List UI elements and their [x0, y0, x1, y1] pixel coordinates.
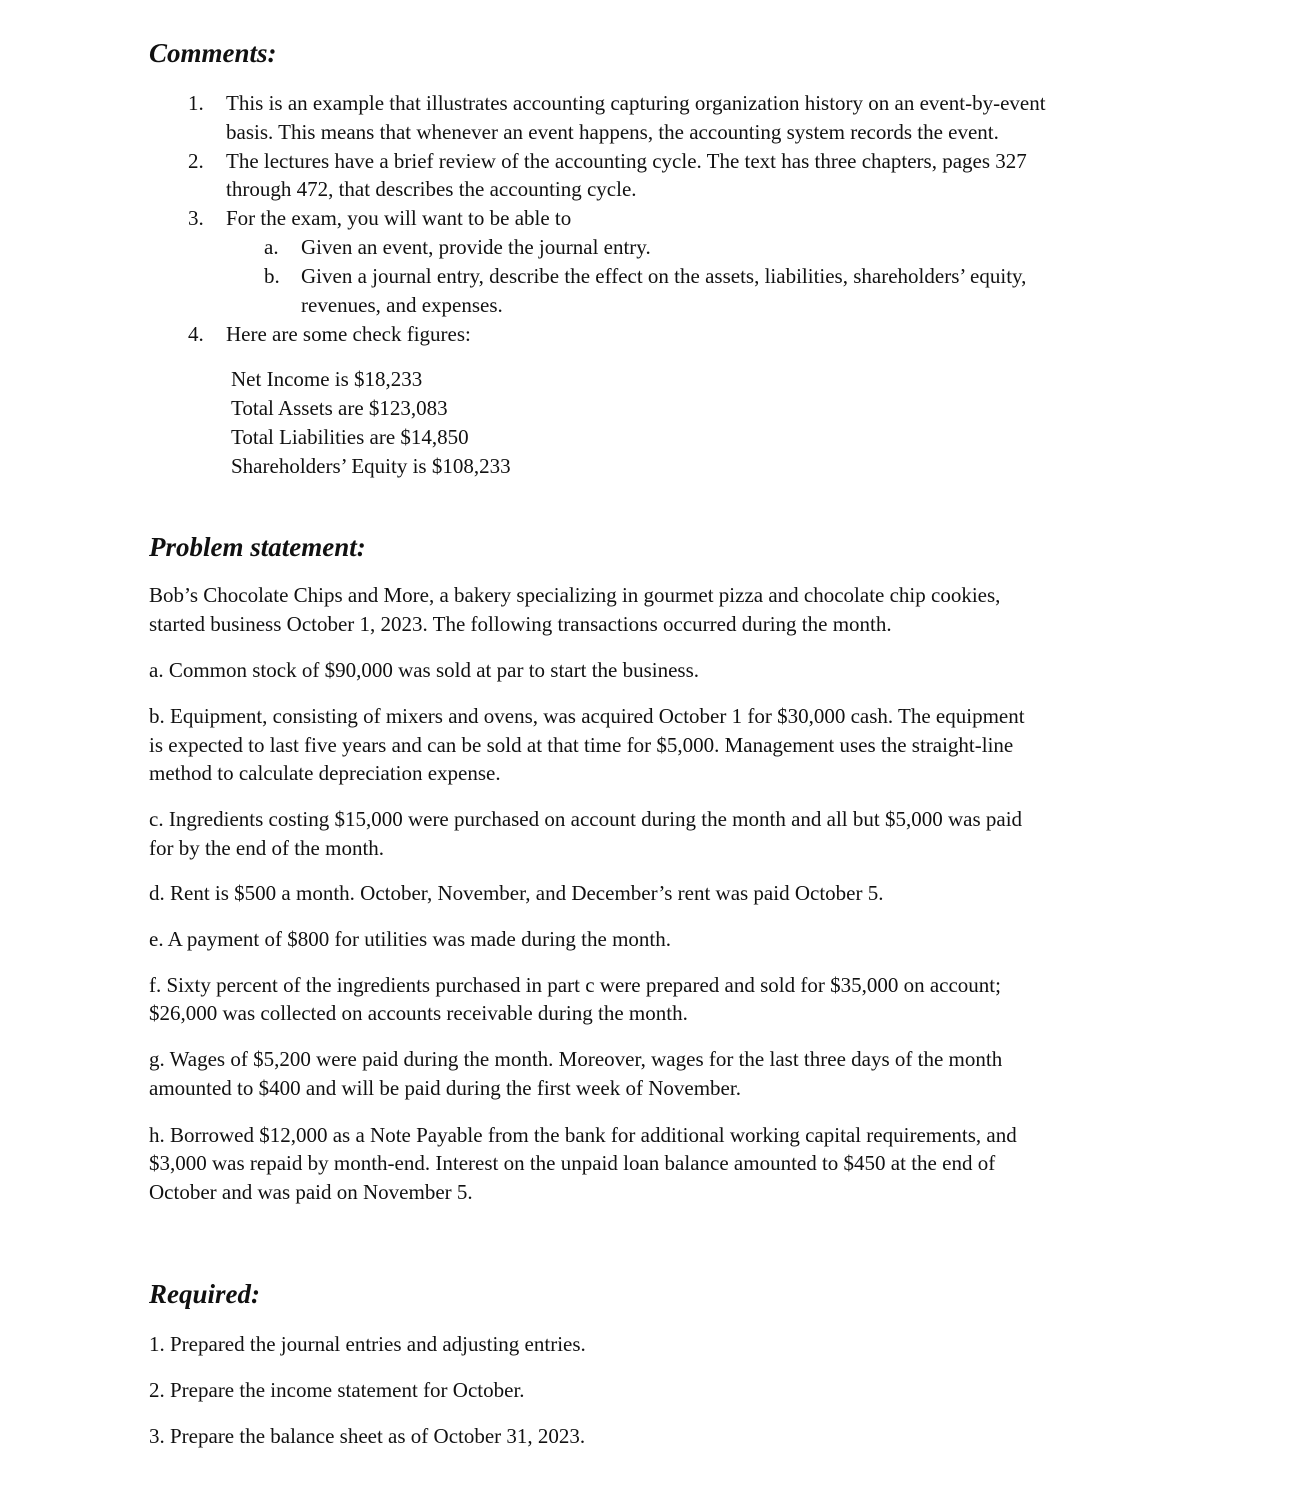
problem-heading: Problem statement: [149, 532, 366, 562]
transaction-g-line-2: amounted to $400 and will be paid during the first week of November. [149, 1076, 741, 1100]
comment-3-line-1: For the exam, you will want to be able to [226, 206, 572, 230]
check-figure-net-income: Net Income is $18,233 [231, 367, 423, 391]
comment-number-1: 1. [188, 91, 204, 115]
transaction-b-line-3: method to calculate depreciation expense. [149, 761, 501, 785]
check-figure-total-liabilities: Total Liabilities are $14,850 [231, 425, 469, 449]
subitem-b-line-2: revenues, and expenses. [301, 293, 503, 317]
problem-intro-line-1: Bob’s Chocolate Chips and More, a bakery specializing in gourmet pizza and chocolate chip cookies, [149, 583, 1001, 607]
comment-2-line-1: The lectures have a brief review of the accounting cycle. The text has three chapters, pages 327 [226, 149, 1027, 173]
comment-number-2: 2. [188, 149, 204, 173]
comment-number-4: 4. [188, 322, 204, 346]
transaction-h-line-1: h. Borrowed $12,000 as a Note Payable from the bank for additional working capital requirements, and [149, 1123, 1017, 1147]
required-item-1: 1. Prepared the journal entries and adjusting entries. [149, 1332, 586, 1356]
subitem-letter-a: a. [264, 235, 279, 259]
transaction-f-line-1: f. Sixty percent of the ingredients purchased in part c were prepared and sold for $35,000 on account; [149, 973, 1001, 997]
required-item-2: 2. Prepare the income statement for October. [149, 1378, 525, 1402]
transaction-c-line-2: for by the end of the month. [149, 836, 385, 860]
comment-4-line-1: Here are some check figures: [226, 322, 471, 346]
check-figure-total-assets: Total Assets are $123,083 [231, 396, 448, 420]
comments-heading: Comments: [149, 38, 277, 68]
comment-1-line-1: This is an example that illustrates accounting capturing organization history on an event-by-event [226, 91, 1046, 115]
transaction-b-line-1: b. Equipment, consisting of mixers and ovens, was acquired October 1 for $30,000 cash. The equipment [149, 704, 1025, 728]
problem-intro-line-2: started business October 1, 2023. The following transactions occurred during the month. [149, 612, 892, 636]
subitem-letter-b: b. [264, 264, 280, 288]
transaction-h-line-2: $3,000 was repaid by month-end. Interest on the unpaid loan balance amounted to $450 at the end of [149, 1151, 996, 1175]
transaction-h-line-3: October and was paid on November 5. [149, 1180, 473, 1204]
comment-1-line-2: basis. This means that whenever an event happens, the accounting system records the event. [226, 120, 999, 144]
subitem-b-line-1: Given a journal entry, describe the effect on the assets, liabilities, shareholders’ equity, [301, 264, 1027, 288]
check-figure-equity: Shareholders’ Equity is $108,233 [231, 454, 511, 478]
transaction-b-line-2: is expected to last five years and can be sold at that time for $5,000. Management uses the straight-line [149, 733, 1014, 757]
transaction-d-line-1: d. Rent is $500 a month. October, November, and December’s rent was paid October 5. [149, 881, 884, 905]
transaction-g-line-1: g. Wages of $5,200 were paid during the month. Moreover, wages for the last three days of the month [149, 1047, 1003, 1071]
required-heading: Required: [149, 1279, 260, 1309]
transaction-e-line-1: e. A payment of $800 for utilities was made during the month. [149, 927, 671, 951]
comment-number-3: 3. [188, 206, 204, 230]
comment-2-line-2: through 472, that describes the accounting cycle. [226, 177, 637, 201]
transaction-a-line-1: a. Common stock of $90,000 was sold at par to start the business. [149, 658, 700, 682]
subitem-a-line-1: Given an event, provide the journal entry. [301, 235, 651, 259]
transaction-f-line-2: $26,000 was collected on accounts receivable during the month. [149, 1001, 688, 1025]
required-item-3: 3. Prepare the balance sheet as of October 31, 2023. [149, 1424, 586, 1448]
transaction-c-line-1: c. Ingredients costing $15,000 were purchased on account during the month and all but $5,000 was paid [149, 807, 1023, 831]
